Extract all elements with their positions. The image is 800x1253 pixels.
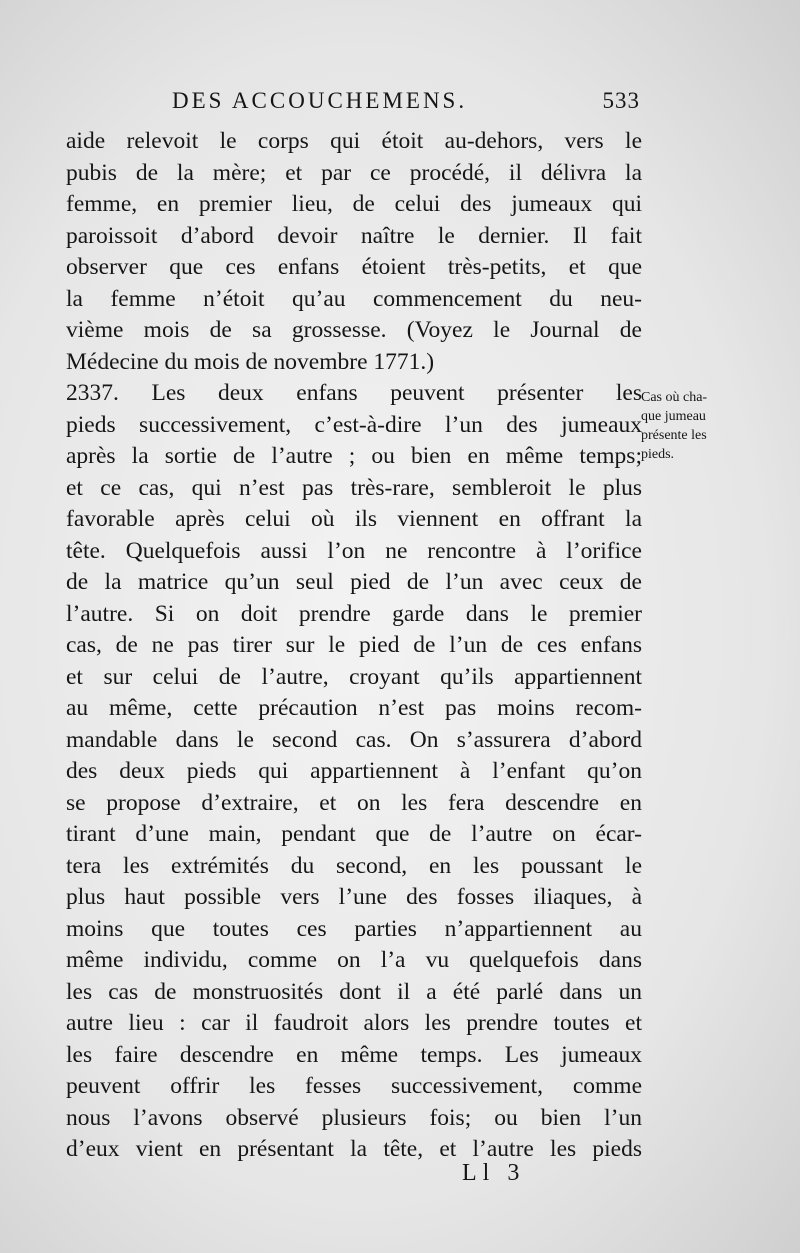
text-line: l’autre. Si on doit prendre garde dans le premier [66, 600, 642, 627]
text-line: se propose d’extraire, et on les fera descendre en [66, 789, 642, 816]
margin-note [641, 388, 791, 464]
text-line: femme, en premier lieu, de celui des jumeaux qui [66, 191, 642, 217]
margin-note-line: Cas où cha- [641, 390, 708, 405]
running-title: DES ACCOUCHEMENS. [172, 88, 468, 113]
text-line: mandable dans le second cas. On s’assurera d’abord [66, 726, 642, 753]
text-line: la femme n’étoit qu’au commencement du neu- [66, 285, 642, 312]
page-number: 533 [602, 88, 640, 113]
text-line: plus haut possible vers l’une des fosses iliaques, à [66, 884, 642, 910]
text-line: moins que toutes ces parties n’appartiennent au [66, 915, 642, 942]
text-line: après la sortie de l’autre ; ou bien en même temps; [66, 443, 642, 469]
text-line: les cas de monstruosités dont il a été parlé dans un [66, 978, 642, 1005]
text-line: des deux pieds qui appartiennent à l’enfant qu’on [66, 758, 642, 784]
text-line: cas, de ne pas tirer sur le pied de l’un de ces enfans [66, 632, 642, 658]
text-line: favorable après celui où ils viennent en offrant la [66, 506, 642, 532]
body-text [66, 126, 642, 1166]
text-line: pieds successivement, c’est-à-dire l’un des jumeaux [66, 411, 642, 438]
text-line: tera les extrémités du second, en les poussant le [66, 852, 642, 879]
text-line: même individu, comme on l’a vu quelquefois dans [66, 947, 642, 973]
text-line: peuvent offrir les fesses successivement, comme [66, 1073, 642, 1099]
margin-note-line: pieds. [641, 447, 675, 462]
page-header [60, 84, 640, 124]
margin-note-line: présente les [641, 428, 707, 443]
text-line: tirant d’une main, pendant que de l’autre on écar- [66, 821, 642, 847]
signature-mark: Ll 3 [462, 1160, 526, 1186]
text-line: paroissoit d’abord devoir naître le dernier. Il fait [66, 222, 642, 249]
text-line: observer que ces enfans étoient très-petits, et que [66, 254, 642, 280]
text-line: et ce cas, qui n’est pas très-rare, sembleroit le plus [66, 474, 642, 501]
text-line: et sur celui de l’autre, croyant qu’ils appartiennent [66, 663, 642, 690]
text-line: les faire descendre en même temps. Les jumeaux [66, 1041, 642, 1068]
text-line: aide relevoit le corps qui étoit au-dehors, vers le [66, 128, 642, 154]
paragraph-start-line: 2337. Les deux enfans peuvent présenter les [66, 380, 642, 406]
margin-note-line: que jumeau [641, 409, 706, 424]
text-line: vième mois de sa grossesse. (Voyez le Journal de [66, 317, 642, 343]
text-line: d’eux vient en présentant la tête, et l’autre les pieds [66, 1136, 642, 1162]
text-line: nous l’avons observé plusieurs fois; ou bien l’un [66, 1104, 642, 1131]
text-line: autre lieu : car il faudroit alors les prendre toutes et [66, 1010, 642, 1036]
text-line: pubis de la mère; et par ce procédé, il délivra la [66, 159, 642, 186]
text-line: tête. Quelquefois aussi l’on ne rencontre à l’orifice [66, 537, 642, 564]
text-line: Médecine du mois de novembre 1771.) [66, 348, 435, 375]
text-line: au même, cette précaution n’est pas moins recom- [66, 695, 642, 721]
text-line: de la matrice qu’un seul pied de l’un avec ceux de [66, 569, 642, 595]
